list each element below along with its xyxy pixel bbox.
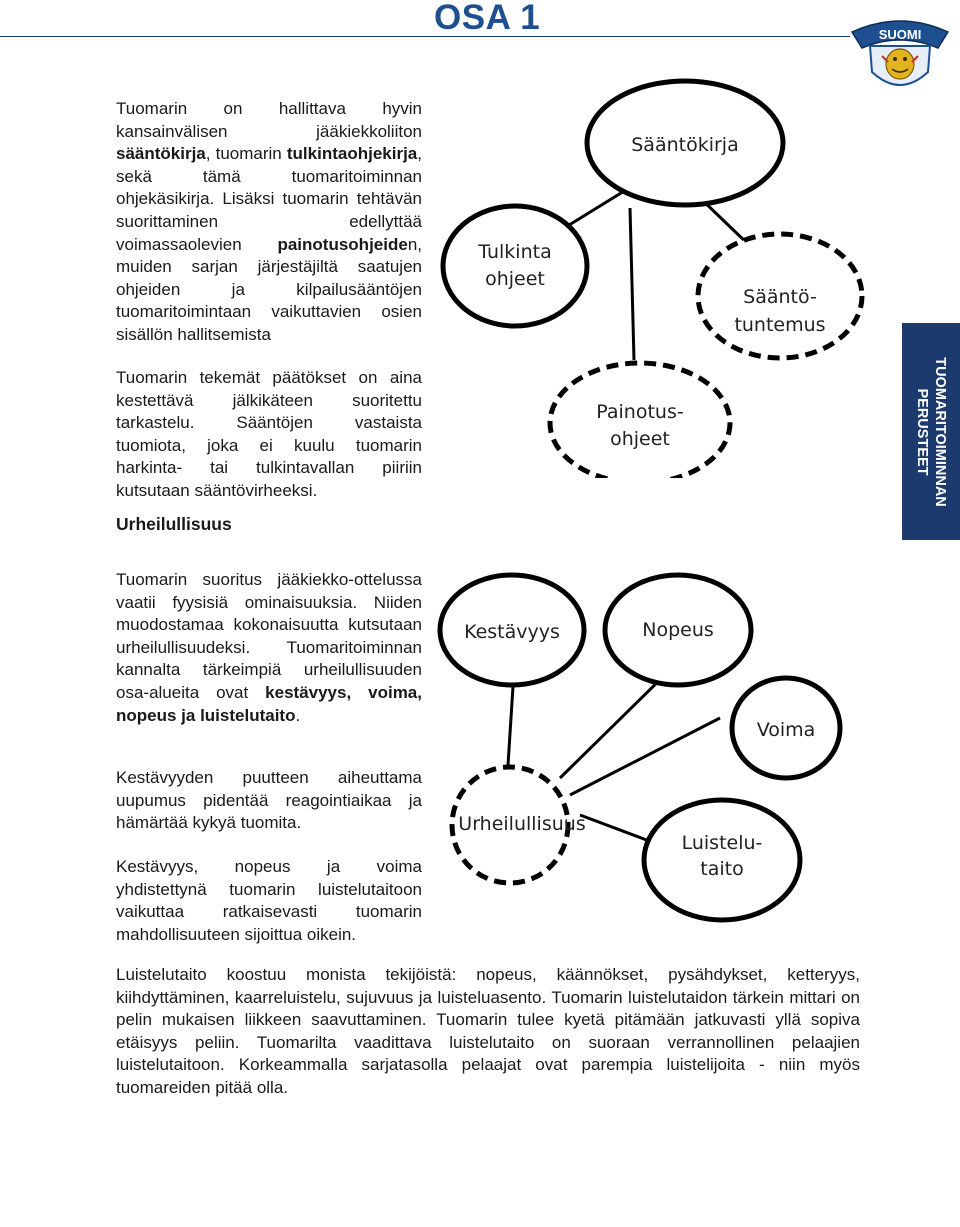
- side-tab-label: TUOMARITOIMINNAN PERUSTEET: [914, 356, 948, 507]
- fatigue-paragraph: Kestävyyden puutteen aiheuttama uupumus pidentää reagointiaikaa ja hämärtää kykyä tuomita.: [116, 768, 422, 833]
- node-label: Sääntö-: [743, 286, 817, 308]
- connector-line: [630, 208, 634, 360]
- fitness-paragraph: Tuomarin suoritus jääkiekko-ottelussa vaatii fyysisiä ominaisuuksia. Niiden muodostamaa kokonaisuutta kutsutaan urheilullisuudeksi. Tuomaritoiminnan kannalta tärkeimpiä urheilullisuuden osa-alueita ovat kestävyys, voima, nopeus ja luistelutaito.: [116, 570, 422, 725]
- header-rule: [0, 36, 850, 37]
- node-label: Voima: [756, 719, 816, 741]
- combined-paragraph: Kestävyys, nopeus ja voima yhdistettynä tuomarin luistelutaitoon vaikuttaa ratkaisevasti tuomarin mahdollisuuteen sijoittua oikein.: [116, 857, 422, 944]
- node-tulkintaohjeet: [443, 206, 587, 326]
- node-label: tuntemus: [734, 314, 826, 336]
- skating-paragraph: Luistelutaito koostuu monista tekijöistä: nopeus, käännökset, pysähdykset, ketteryys, kiihdyttäminen, kaarreluistelu, sujuvuus ja luisteluasento. Tuomarin luistelutaidon tärkein mittari on pelin mukaisen liikkeen saavuttaminen. Tuomarin tulee kyetä pitämään jatkuvasti yllä sopiva etäisyys peliin. Tuomarilta vaadittava luistelutaito on suoraan verrannollinen pelaajien luistelutaitoon. Korkeammalla sarjatasolla pelaajat ovat parempia luistelijoita - niin myös tuomareiden pitää olla.: [116, 965, 860, 1097]
- node-label: ohjeet: [485, 268, 545, 290]
- node-label: Nopeus: [642, 619, 714, 641]
- node-label: Luistelu-: [681, 832, 763, 854]
- decisions-paragraph: Tuomarin tekemät päätökset on aina kestettävä jälkikäteen suoritettu tarkastelu. Sääntöjen vastaista tuomiota, joka ei kuulu tuomarin harkinta- tai tulkintavallan piiriin kutsutaan sääntövirheeksi.: [116, 368, 422, 500]
- node-label: Painotus-: [596, 401, 684, 423]
- rules-diagram: [430, 78, 870, 478]
- section-side-tab: [902, 323, 960, 540]
- page-title: OSA 1: [434, 0, 541, 37]
- node-label: ohjeet: [610, 428, 670, 450]
- node-label: Urheilullisuus: [458, 813, 586, 835]
- node-label: Tulkinta: [478, 241, 552, 263]
- section-heading: Urheilullisuus: [116, 514, 232, 534]
- node-label: Kestävyys: [464, 621, 560, 643]
- node-label: Sääntökirja: [631, 134, 739, 156]
- intro-paragraph: Tuomarin on hallittava hyvin kansainvälisen jääkiekkoliiton sääntökirja, tuomarin tulkintaohjekirja, sekä tämä tuomaritoiminnan ohjekäsikirja. Lisäksi tuomarin tehtävän suorittaminen edellyttää voimassaolevien painotusohjeiden, muiden sarjan järjestäjiltä saatujen ohjeiden ja kilpailusääntöjen tuomaritoimintaan vaikuttavien osien sisällön hallitsemista: [116, 99, 422, 344]
- logo-text: SUOMI: [878, 27, 922, 42]
- connector-line: [570, 718, 720, 795]
- athleticism-diagram: [430, 570, 850, 935]
- node-label: taito: [700, 858, 744, 880]
